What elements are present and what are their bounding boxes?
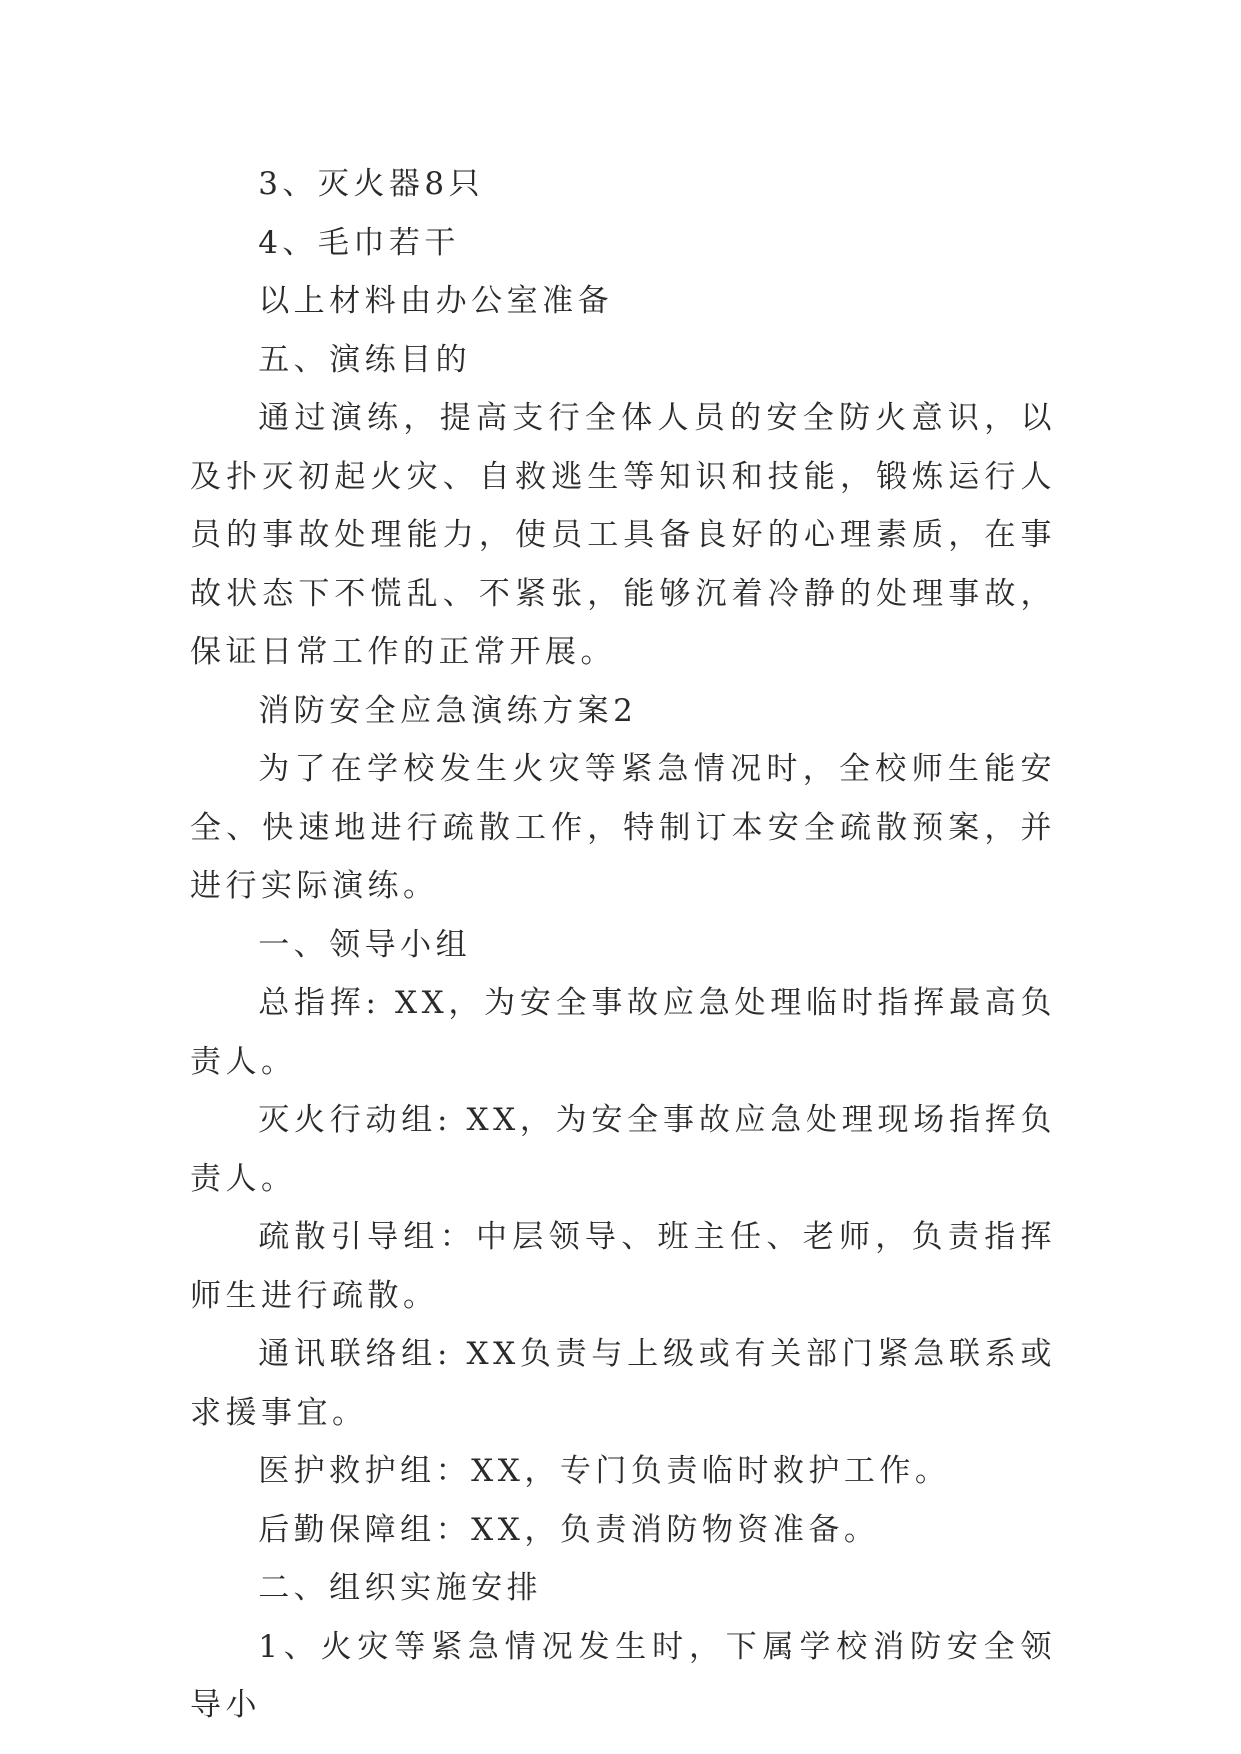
purpose-paragraph: 通过演练，提高支行全体人员的安全防火意识，以及扑灭初起火灾、自救逃生等知识和技能，锻炼运行人员的事故处理能力，使员工具备良好的心理素质，在事故状态下不慌乱、不紧张，能够沉着冷静的处理事故，保证日常工作的正常开展。 (190, 400, 1056, 670)
role-communication-group: 通讯联络组: XX负责与上级或有关部门紧急联系或求援事宜。 (190, 1336, 1056, 1431)
list-item-extinguishers: 3、灭火器8只 (258, 166, 485, 202)
section-heading-leadership: 一、领导小组 (258, 926, 472, 963)
materials-note: 以上材料由办公室准备 (258, 283, 614, 319)
document-body (190, 155, 1056, 1735)
plan-title: 消防安全应急演练方案2 (258, 692, 638, 729)
section-heading-arrangement: 二、组织实施安排 (258, 1570, 543, 1606)
role-firefighting-group: 灭火行动组: XX，为安全事故应急处理现场指挥负责人。 (190, 1102, 1056, 1197)
section-heading-purpose: 五、演练目的 (258, 341, 472, 378)
role-logistics-group: 后勤保障组：XX，负责消防物资准备。 (258, 1511, 880, 1548)
list-item-towels: 4、毛巾若干 (258, 224, 460, 261)
role-commander: 总指挥: XX，为安全事故应急处理临时指挥最高负责人。 (190, 985, 1056, 1080)
role-evacuation-group: 疏散引导组：中层领导、班主任、老师，负责指挥师生进行疏散。 (190, 1219, 1056, 1314)
arrangement-item-1: 1、火灾等紧急情况发生时，下属学校消防安全领导小 (190, 1628, 1056, 1723)
role-medical-group: 医护救护组：XX，专门负责临时救护工作。 (258, 1453, 951, 1489)
intro-paragraph: 为了在学校发生火灾等紧急情况时，全校师生能安全、快速地进行疏散工作，特制订本安全疏散预案，并进行实际演练。 (190, 751, 1056, 904)
